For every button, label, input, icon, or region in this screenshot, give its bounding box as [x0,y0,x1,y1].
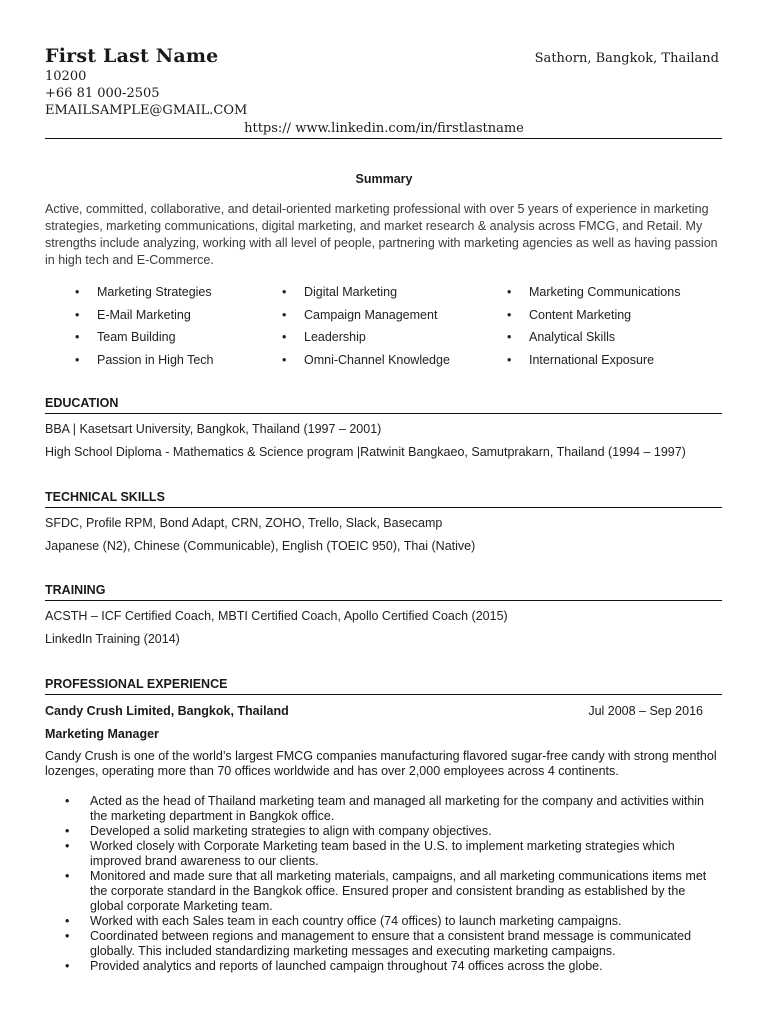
skill-item: • Campaign Management [282,304,450,327]
summary-text: Active, committed, collaborative, and detail-oriented marketing professional with over 5 years of experience in marketing strategies, marketing communications, digital marketing, and market research & analysis across FMCG, and Retail. My strengths include analyzing, working with all level of people, partnering with marketing agencies as well as having passion in high tech and E-Commerce. [45,202,718,267]
job-dates: Jul 2008 – Sep 2016 [588,704,703,718]
skill-item: • Passion in High Tech [75,349,214,372]
training-heading: TRAINING [45,583,722,601]
skill-item: • Digital Marketing [282,281,450,304]
responsibility-item: • Developed a solid marketing strategies to align with company objectives. [90,824,715,839]
skill-item: • E-Mail Marketing [75,304,214,327]
technical-skill-item: Japanese (N2), Chinese (Communicable), English (TOEIC 950), Thai (Native) [45,539,476,553]
experience-heading: PROFESSIONAL EXPERIENCE [45,677,722,695]
responsibility-item: • Coordinated between regions and management to ensure that a consistent brand message is communicated globally. This included standardizing marketing messages and executing marketing campaigns. [90,929,715,959]
skill-item: • Marketing Strategies [75,281,214,304]
training-item: ACSTH – ICF Certified Coach, MBTI Certified Coach, Apollo Certified Coach (2015) [45,609,508,623]
responsibility-item: • Provided analytics and reports of launched campaign throughout 74 offices across the globe. [90,959,715,974]
training-item: LinkedIn Training (2014) [45,632,180,646]
skill-item: • Content Marketing [507,304,680,327]
education-item: BBA | Kasetsart University, Bangkok, Thailand (1997 – 2001) [45,422,382,436]
job-company: Candy Crush Limited, Bangkok, Thailand [45,704,289,718]
responsibility-item: • Acted as the head of Thailand marketing team and managed all marketing for the company and activities within the marketing department in Bangkok office. [90,794,715,824]
education-heading: EDUCATION [45,396,722,414]
candidate-location: Sathorn, Bangkok, Thailand [534,51,719,66]
summary-heading: Summary [355,172,413,186]
technical-skills-heading: TECHNICAL SKILLS [45,490,722,508]
technical-skill-item: SFDC, Profile RPM, Bond Adapt, CRN, ZOHO, Trello, Slack, Basecamp [45,516,443,530]
linkedin-url: https:// www.linkedin.com/in/firstlastname [244,121,524,136]
candidate-name: First Last Name [45,45,219,67]
responsibility-item: • Worked with each Sales team in each country office (74 offices) to launch marketing campaigns. [90,914,715,929]
skill-item: • Team Building [75,326,214,349]
skill-item: • International Exposure [507,349,680,372]
education-item: High School Diploma - Mathematics & Science program |Ratwinit Bangkaeo, Samutprakarn, Thailand (1994 – 1997) [45,445,686,459]
skills-column-3 [507,281,680,371]
job-responsibilities [90,794,715,974]
skill-item: • Analytical Skills [507,326,680,349]
job-role: Marketing Manager [45,727,159,741]
header-divider [45,138,722,139]
postal-code: 10200 [45,69,87,84]
skills-column-1 [75,281,214,371]
responsibility-item: • Worked closely with Corporate Marketing team based in the U.S. to implement marketing strategies which improved brand awareness to our clients. [90,839,715,869]
skill-item: • Marketing Communications [507,281,680,304]
phone-number: +66 81 000-2505 [45,86,160,101]
email-address: EMAILSAMPLE@GMAIL.COM [45,103,248,118]
skill-item: • Leadership [282,326,450,349]
job-description: Candy Crush is one of the world’s largest FMCG companies manufacturing flavored sugar-free candy with strong menthol lozenges, operating more than 70 offices worldwide and has over 2,000 employees across 4 continents. [45,749,717,778]
skills-column-2 [282,281,450,371]
responsibility-item: • Monitored and made sure that all marketing materials, campaigns, and all marketing communications items met the corporate standard in the Bangkok office. Ensured proper and consistent branding as established by the global corporate Marketing team. [90,869,715,914]
skill-item: • Omni-Channel Knowledge [282,349,450,372]
